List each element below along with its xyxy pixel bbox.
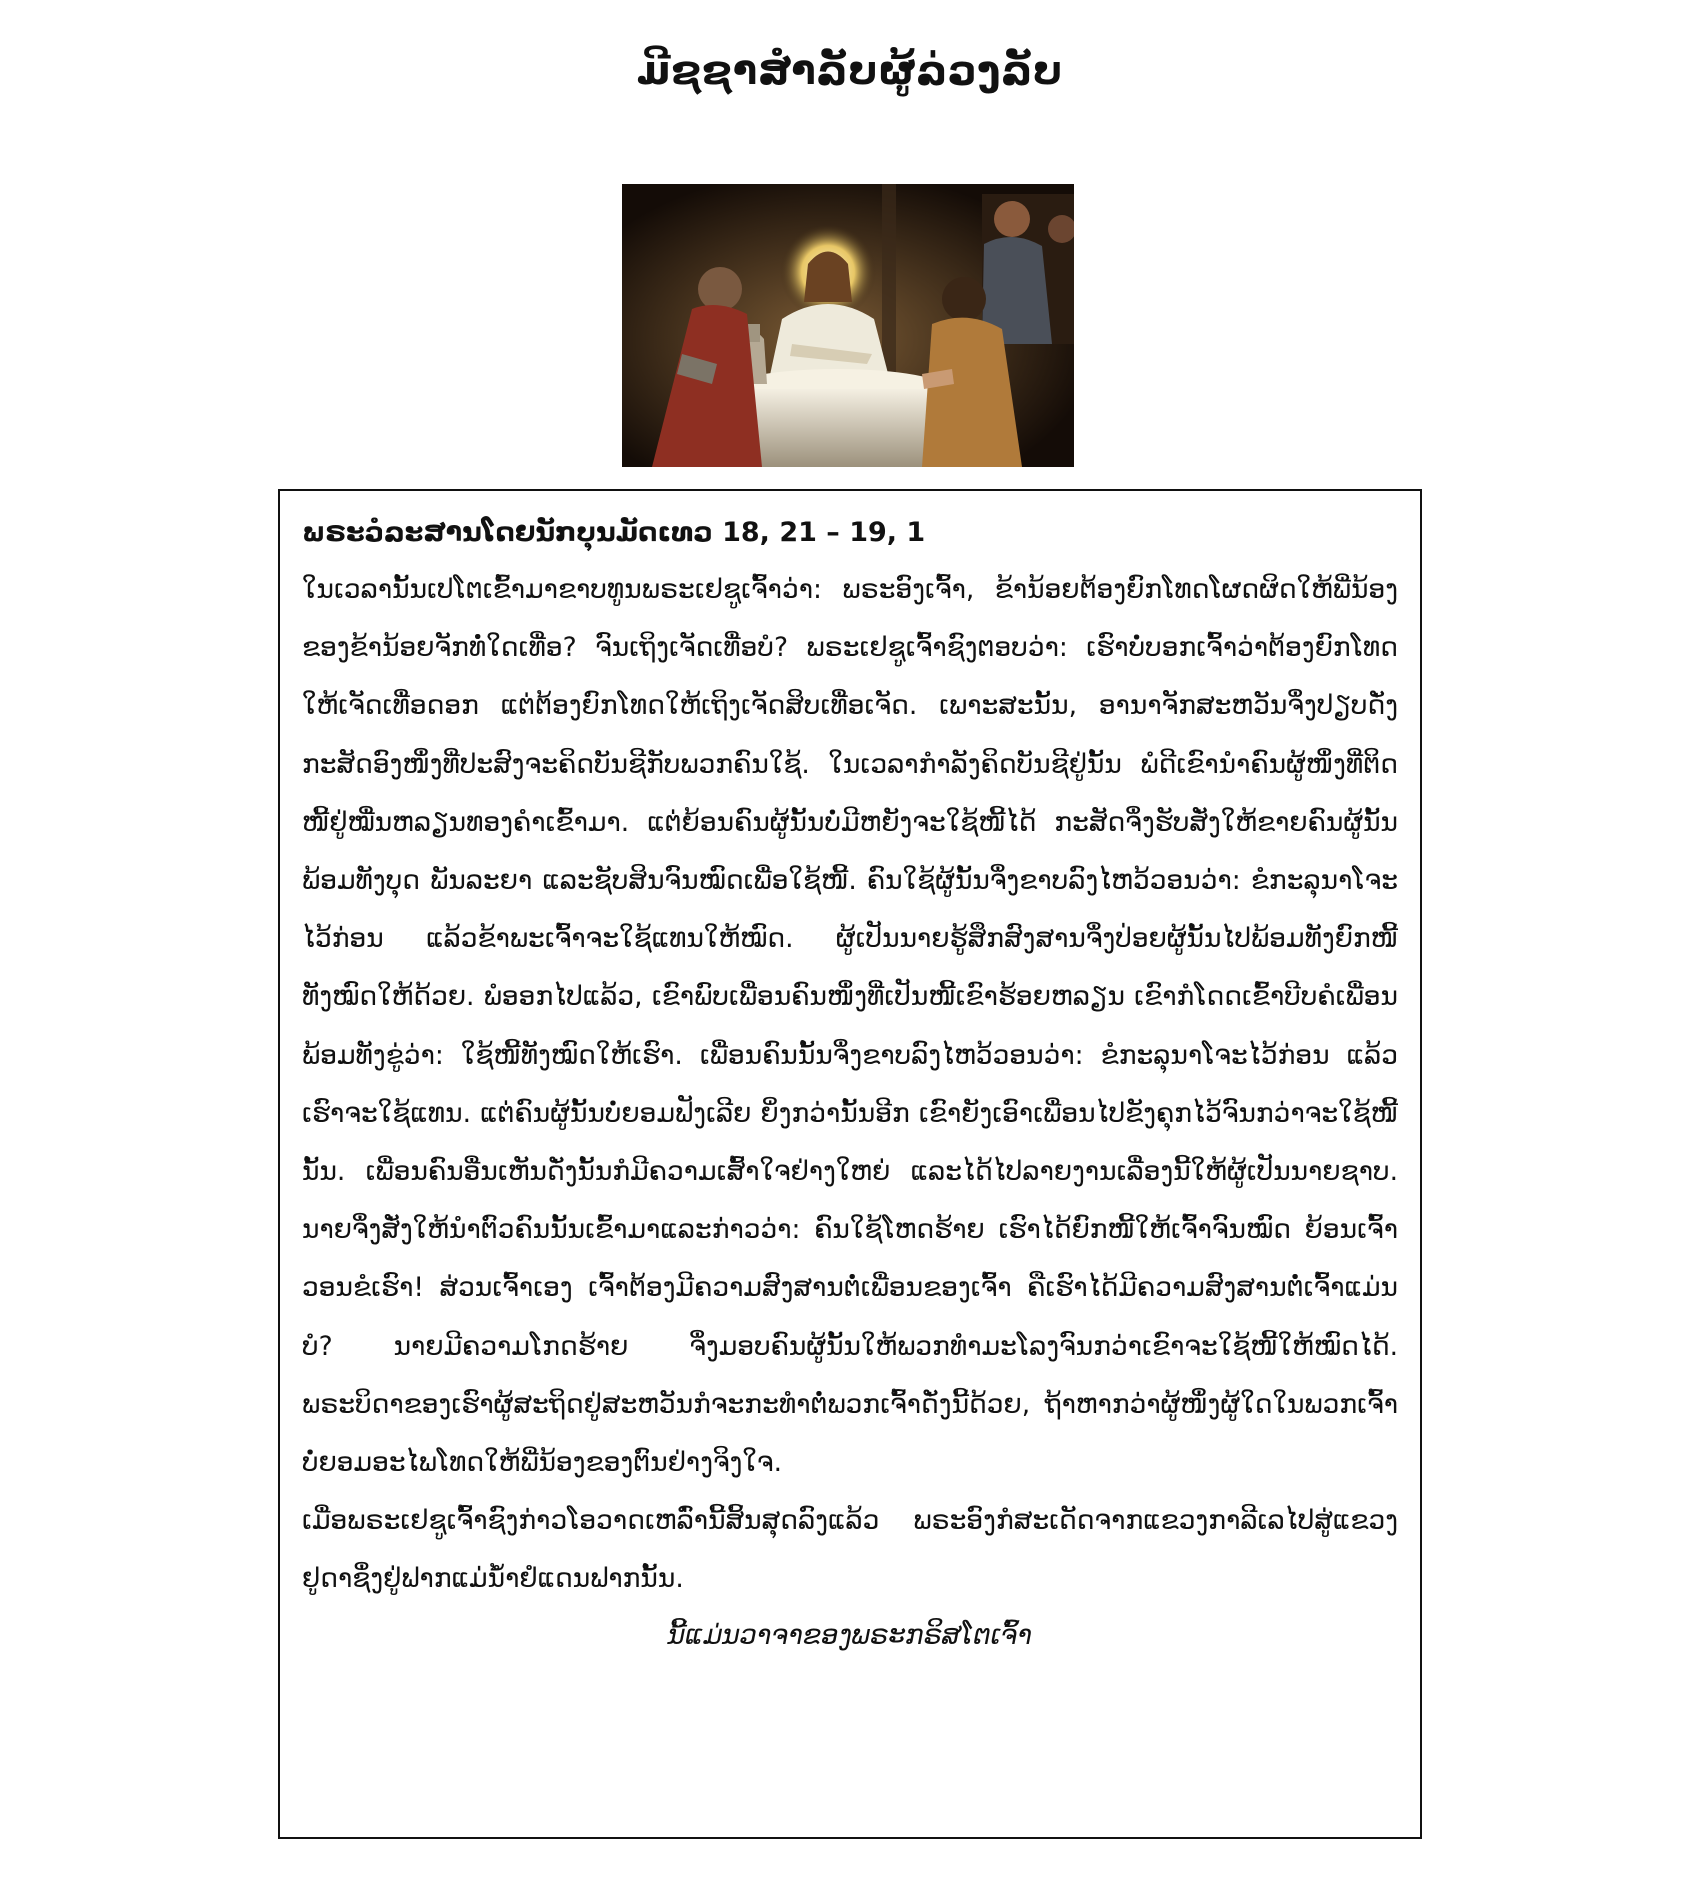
reading-paragraph: ໃນເວລານັ້ນເປໂຕເຂົ້າມາຂາບທູນພຣະເຢຊູເຈົ້າວ່າ: ພຣະອົງເຈົ້າ, ຂ້ານ້ອຍຕ້ອງຍົກໂທດໂຜດຜິດໃຫ້ພີ່ນ້ອງຂອງຂ້ານ້ອຍຈັກທໍ່ໃດເທື່ອ? ຈົນເຖິງເຈັດເທື່ອບໍ? ພຣະເຢຊູເຈົ້າຊົງຕອບວ່າ: ເຮົາບໍ່ບອກເຈົ້າວ່າຕ້ອງຍົກໂທດໃຫ້ເຈັດເທື່ອດອກ ແຕ່ຕ້ອງຍົກໂທດໃຫ້ເຖິງເຈັດສິບເທື່ອເຈັດ. ເພາະສະນັ້ນ, ອານາຈັກສະຫວັນຈຶ່ງປຽບດັ່ງກະສັດອົງໜຶ່ງທີ່ປະສົງຈະຄິດບັນຊີກັບພວກຄົນໃຊ້. ໃນເວລາກຳລັງຄິດບັນຊີຢູ່ນັ້ນ ພໍດີເຂົານຳຄົນຜູ້ໜຶ່ງທີ່ຕິດໜີ້ຢູ່ໝື່ນຫລຽນທອງຄຳເຂົ້າມາ. ແຕ່ຍ້ອນຄົນຜູ້ນັ້ນບໍ່ມີຫຍັງຈະໃຊ້ໜີ້ໄດ້ ກະສັດຈຶ່ງຮັບສັ່ງໃຫ້ຂາຍຄົນຜູ້ນັ້ນພ້ອມທັງບຸດ ພັນລະຍາ ແລະຊັບສິນຈົນໝົດເພື່ອໃຊ້ໜີ້. ຄົນໃຊ້ຜູ້ນັ້ນຈຶ່ງຂາບລົງໄຫວ້ວອນວ່າ: ຂໍກະລຸນາໂຈະໄວ້ກ່ອນ ແລ້ວຂ້າພະເຈົ້າຈະໃຊ້ແທນໃຫ້ໝົດ. ຜູ້ເປັນນາຍຮູ້ສຶກສົງສານຈຶ່ງປ່ອຍຜູ້ນັ້ນໄປພ້ອມທັງຍົກໜີ້ທັງໝົດໃຫ້ດ້ວຍ. ພໍອອກໄປແລ້ວ, ເຂົາພົບເພື່ອນຄົນໜຶ່ງທີ່ເປັນໜີ້ເຂົາຮ້ອຍຫລຽນ ເຂົາກໍໂດດເຂົ້າບີບຄໍເພື່ອນພ້ອມທັງຂູ່ວ່າ: ໃຊ້ໜີ້ທັງໝົດໃຫ້ເຮົາ. ເພື່ອນຄົນນັ້ນຈຶ່ງຂາບລົງໄຫວ້ວອນວ່າ: ຂໍກະລຸນາໂຈະໄວ້ກ່ອນ ແລ້ວເຮົາຈະໃຊ້ແທນ. ແຕ່ຄົນຜູ້ນັ້ນບໍ່ຍອມຟັງເລີຍ ຍິ່ງກວ່ານັ້ນອີກ ເຂົາຍັງເອົາເພື່ອນໄປຂັງຄຸກໄວ້ຈົນກວ່າຈະໃຊ້ໜີ້ນັ້ນ. ເພື່ອນຄົນອື່ນເຫັນດັ່ງນັ້ນກໍມີຄວາມເສົ້າໃຈຢ່າງໃຫຍ່ ແລະໄດ້ໄປລາຍງານເລື່ອງນີ້ໃຫ້ຜູ້ເປັນນາຍຊາບ. ນາຍຈຶ່ງສັ່ງໃຫ້ນຳຕົວຄົນນັ້ນເຂົ້າມາແລະກ່າວວ່າ: ຄົນໃຊ້ໂຫດຮ້າຍ ເຮົາໄດ້ຍົກໜີ້ໃຫ້ເຈົ້າຈົນໝົດ ຍ້ອນເຈົ້າວອນຂໍເຮົາ! ສ່ວນເຈົ້າເອງ ເຈົ້າຕ້ອງມີຄວາມສົງສານຕໍ່ເພື່ອນຂອງເຈົ້າ ຄືເຮົາໄດ້ມີຄວາມສົງສານຕໍ່ເຈົ້າແມ່ນບໍ? ນາຍມີຄວາມໂກດຮ້າຍ ຈຶ່ງມອບຄົນຜູ້ນັ້ນໃຫ້ພວກທຳມະໂລງຈົນກວ່າເຂົາຈະໃຊ້ໜີ້ໃຫ້ໝົດໄດ້. ພຣະບິດາຂອງເຮົາຜູ້ສະຖິດຢູ່ສະຫວັນກໍຈະກະທຳຕໍ່ພວກເຈົ້າດັ່ງນີ້ດ້ວຍ, ຖ້າຫາກວ່າຜູ້ໜຶ່ງຜູ້ໃດໃນພວກເຈົ້າບໍ່ຍອມອະໄພໂທດໃຫ້ພີ່ນ້ອງຂອງຕົນຢ່າງຈິງໃຈ. xyxy=(302,574,1398,1479)
reading-heading: ພຣະວໍລະສານໂດຍນັກບຸນມັດເທວ 18, 21 – 19, 1 xyxy=(302,517,926,548)
gospel-acclamation: ນີ້ແມ່ນວາຈາຂອງພຣະກຣິສໂຕເຈົ້າ xyxy=(667,1619,1033,1651)
painting-illustration xyxy=(622,184,1074,467)
reading-closing-paragraph: ເມື່ອພຣະເຢຊູເຈົ້າຊົງກ່າວໂອວາດເຫລົ່ານີ້ສິ້ນສຸດລົງແລ້ວ ພຣະອົງກໍສະເດັດຈາກແຂວງກາລີເລໄປສູ່ແຂວງຢູດາຊຶ່ງຢູ່ຟາກແມ່ນ້ຳຢໍແດນຟາກນັ້ນ. xyxy=(302,1505,1398,1595)
page-title: ມີຊຊາສຳລັບຜູ້ລ່ວງລັບ xyxy=(636,48,1064,94)
painting-image xyxy=(622,184,1074,467)
gospel-reading-box xyxy=(278,489,1422,1839)
